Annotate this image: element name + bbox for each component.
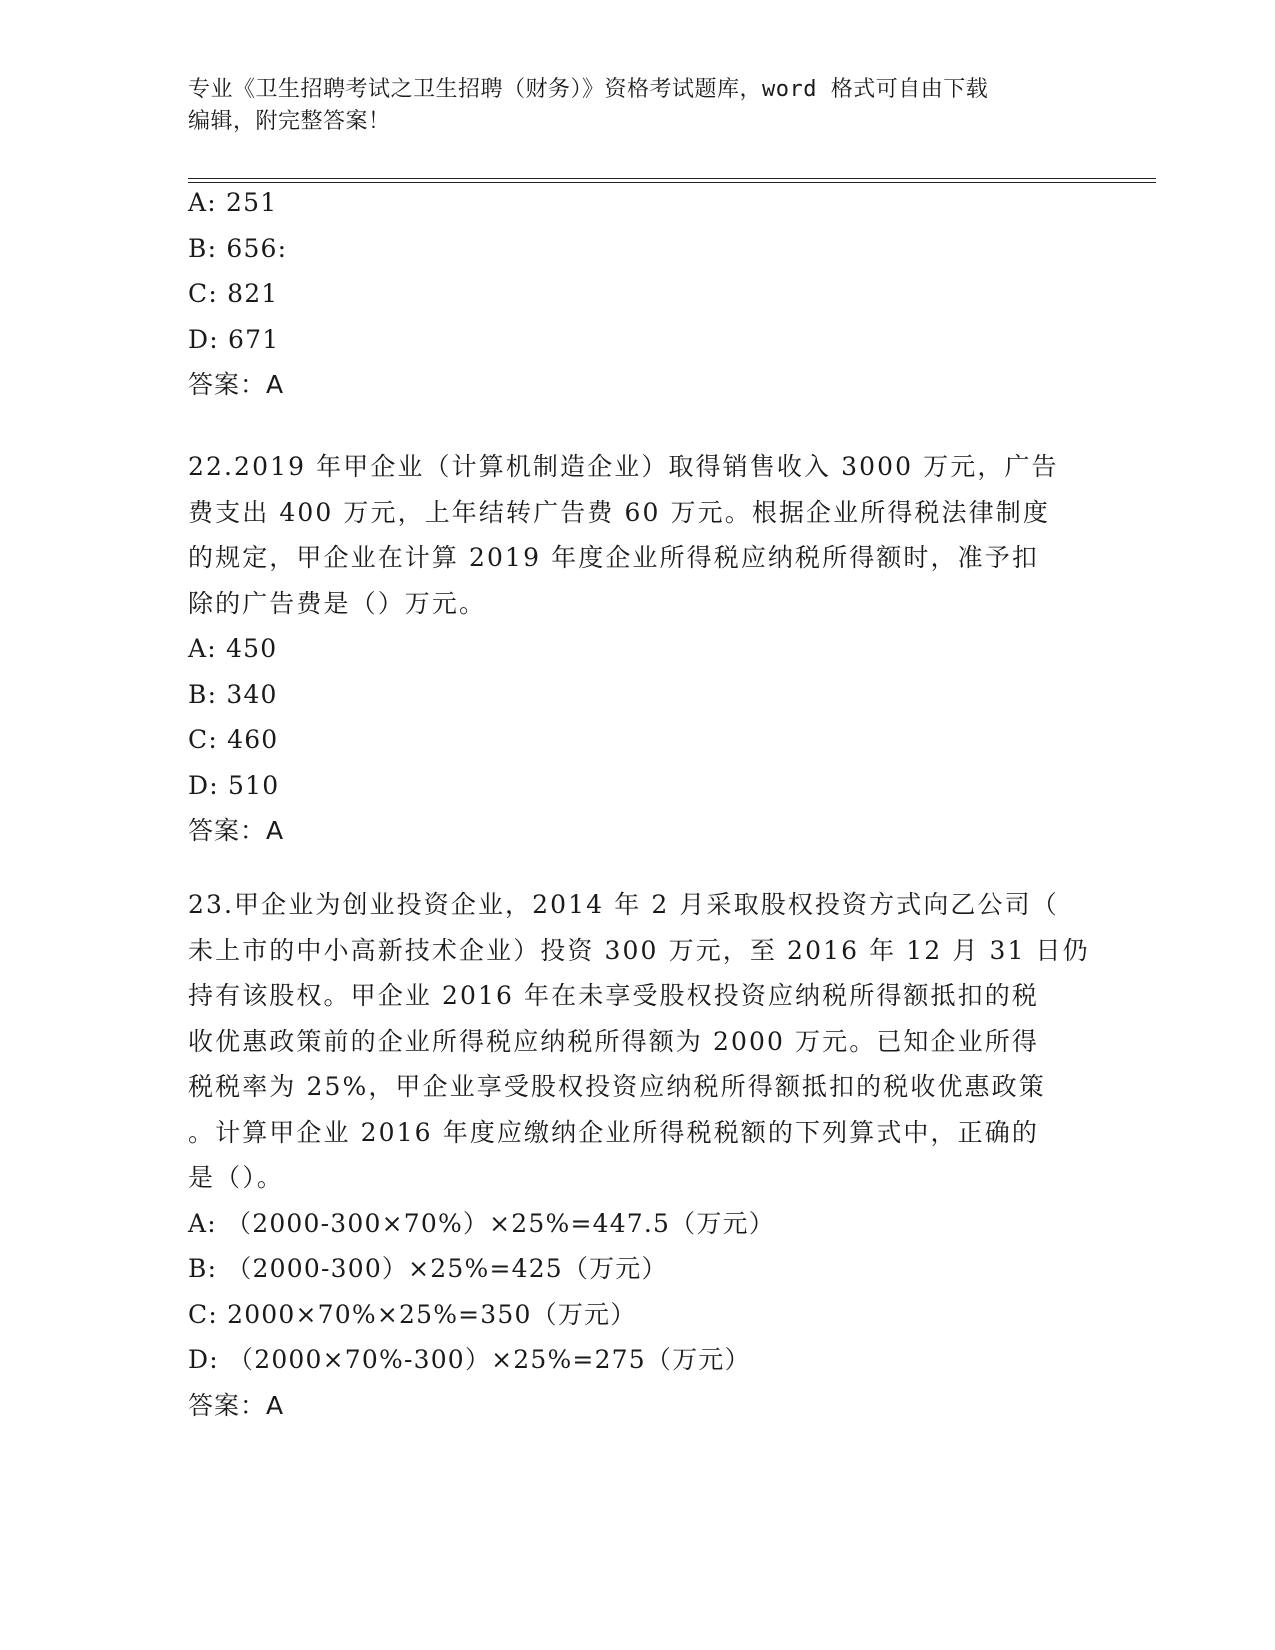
- stem-line: 费支出 400 万元，上年结转广告费 60 万元。根据企业所得税法律制度: [188, 497, 1050, 527]
- stem-line: 未上市的中小高新技术企业）投资 300 万元，至 2016 年 12 月 31 日仍: [188, 935, 1090, 965]
- document-header: [188, 74, 1068, 138]
- stem-line: 税税率为 25%，甲企业享受股权投资应纳税所得额抵扣的税收优惠政策: [188, 1072, 1046, 1101]
- stem-line: 收优惠政策前的企业所得税应纳税所得额为 2000 万元。已知企业所得: [188, 1026, 1039, 1056]
- answer-line: 答案：A: [188, 1390, 285, 1420]
- stem-line: 23.甲企业为创业投资企业，2014 年 2 月采取股权投资方式向乙公司（: [188, 890, 1059, 919]
- option-a: A: （2000-300×70%）×25%=447.5（万元）: [188, 1208, 775, 1238]
- option-c: C: 2000×70%×25%=350（万元）: [188, 1299, 637, 1329]
- question-22: [188, 444, 1088, 854]
- stem-line: 22.2019 年甲企业（计算机制造企业）取得销售收入 3000 万元，广告: [188, 452, 1059, 481]
- answer-line: 答案：A: [188, 370, 285, 399]
- stem-line: 。计算甲企业 2016 年度应缴纳企业所得税税额的下列算式中，正确的: [188, 1117, 1039, 1147]
- option-d: D: （2000×70%-300）×25%=275（万元）: [188, 1345, 751, 1374]
- question-23: [188, 882, 1088, 1428]
- option-b: B: 656:: [188, 233, 288, 263]
- stem-line: 除的广告费是（）万元。: [188, 588, 487, 618]
- stem-line: 是（）。: [188, 1163, 284, 1192]
- option-c: C: 460: [188, 725, 279, 754]
- question-stem: [188, 882, 1088, 1201]
- answer-line: 答案：A: [188, 816, 285, 845]
- question-stem: [188, 444, 1088, 626]
- option-c: C: 821: [188, 279, 279, 308]
- option-d: D: 671: [188, 324, 280, 354]
- stem-line: 持有该股权。甲企业 2016 年在未享受股权投资应纳税所得额抵扣的税: [188, 981, 1039, 1010]
- option-d: D: 510: [188, 770, 280, 800]
- option-b: B: 340: [188, 679, 278, 709]
- question-21: [188, 180, 1088, 408]
- header-line-2: 编辑，附完整答案！: [188, 109, 391, 134]
- option-b: B: （2000-300）×25%=425（万元）: [188, 1254, 668, 1283]
- stem-line: 的规定，甲企业在计算 2019 年度企业所得税应纳税所得额时，准予扣: [188, 543, 1039, 572]
- header-line-1: 专业《卫生招聘考试之卫生招聘（财务）》资格考试题库，word 格式可自由下载: [188, 77, 989, 102]
- option-a: A: 450: [188, 634, 278, 663]
- option-a: A: 251: [188, 188, 278, 217]
